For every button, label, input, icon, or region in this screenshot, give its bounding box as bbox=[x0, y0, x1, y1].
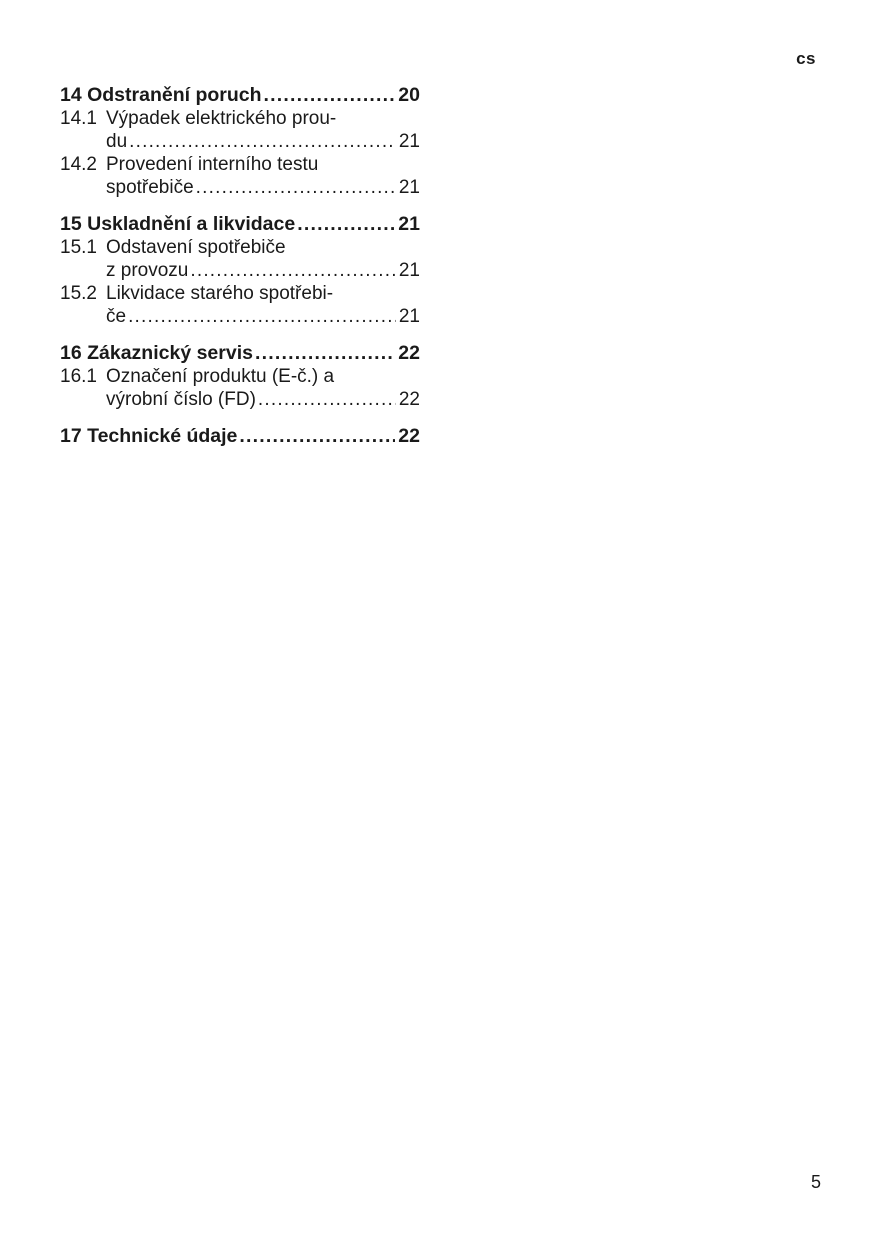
toc-subentry-15-1[interactable] bbox=[60, 236, 420, 282]
dot-leader bbox=[258, 388, 396, 411]
toc-section-14 bbox=[60, 84, 420, 199]
toc-entry-title: 16 Zákaznický servis bbox=[60, 342, 253, 364]
dot-leader bbox=[129, 130, 396, 153]
toc-subentry-page: 21 bbox=[398, 177, 420, 198]
dot-leader bbox=[190, 259, 395, 282]
toc-subentry-number: 16.1 bbox=[60, 366, 97, 387]
toc-subentry-title-line1: Provedení interního testu bbox=[106, 154, 319, 175]
toc-entry-title: 17 Technické údaje bbox=[60, 425, 238, 447]
toc-subentry-number: 14.2 bbox=[60, 154, 97, 175]
toc-subentry-title-line2: spotřebiče bbox=[106, 177, 194, 198]
toc-subentry-title-line1: Likvidace starého spotřebi- bbox=[106, 283, 334, 304]
dot-leader bbox=[264, 84, 396, 107]
page-number: 5 bbox=[810, 1172, 821, 1192]
toc-subentry-page: 21 bbox=[398, 306, 420, 327]
toc-entry-title: 14 Odstranění poruch bbox=[60, 84, 262, 106]
toc-subentry-number: 14.1 bbox=[60, 108, 97, 129]
toc-subentry-page: 21 bbox=[398, 260, 420, 281]
toc-entry-page: 22 bbox=[398, 425, 420, 447]
toc-entry-15[interactable] bbox=[60, 213, 420, 236]
toc-subentry-page: 22 bbox=[398, 389, 420, 410]
toc-subentry-title-line2: výrobní číslo (FD) bbox=[106, 389, 256, 410]
toc-subentry-title-line2: z provozu bbox=[106, 260, 189, 281]
dot-leader bbox=[297, 213, 395, 236]
toc-subentry-number: 15.1 bbox=[60, 237, 97, 258]
toc-section-17 bbox=[60, 425, 420, 448]
dot-leader bbox=[196, 176, 396, 199]
toc-subentry-14-1[interactable] bbox=[60, 107, 420, 153]
toc-subentry-15-2[interactable] bbox=[60, 282, 420, 328]
toc-entry-page: 22 bbox=[398, 342, 420, 364]
toc-entry-17[interactable] bbox=[60, 425, 420, 448]
toc-section-16 bbox=[60, 342, 420, 411]
toc-subentry-16-1[interactable] bbox=[60, 365, 420, 411]
dot-leader bbox=[255, 342, 395, 365]
dot-leader bbox=[239, 425, 395, 448]
toc-entry-page: 20 bbox=[398, 84, 420, 106]
toc-subentry-14-2[interactable] bbox=[60, 153, 420, 199]
toc-subentry-title-line1: Označení produktu (E-č.) a bbox=[106, 366, 335, 387]
toc-subentry-title-line1: Odstavení spotřebiče bbox=[106, 237, 286, 258]
toc-subentry-title-line2: če bbox=[106, 306, 127, 327]
table-of-contents bbox=[60, 84, 420, 462]
dot-leader bbox=[128, 305, 396, 328]
toc-entry-title: 15 Uskladnění a likvidace bbox=[60, 213, 296, 235]
toc-entry-16[interactable] bbox=[60, 342, 420, 365]
language-code: cs bbox=[796, 49, 816, 68]
toc-section-15 bbox=[60, 213, 420, 328]
toc-subentry-title-line1: Výpadek elektrického prou- bbox=[106, 108, 337, 129]
toc-subentry-page: 21 bbox=[398, 131, 420, 152]
toc-entry-14[interactable] bbox=[60, 84, 420, 107]
toc-subentry-number: 15.2 bbox=[60, 283, 97, 304]
toc-subentry-title-line2: du bbox=[106, 131, 128, 152]
toc-entry-page: 21 bbox=[398, 213, 420, 235]
